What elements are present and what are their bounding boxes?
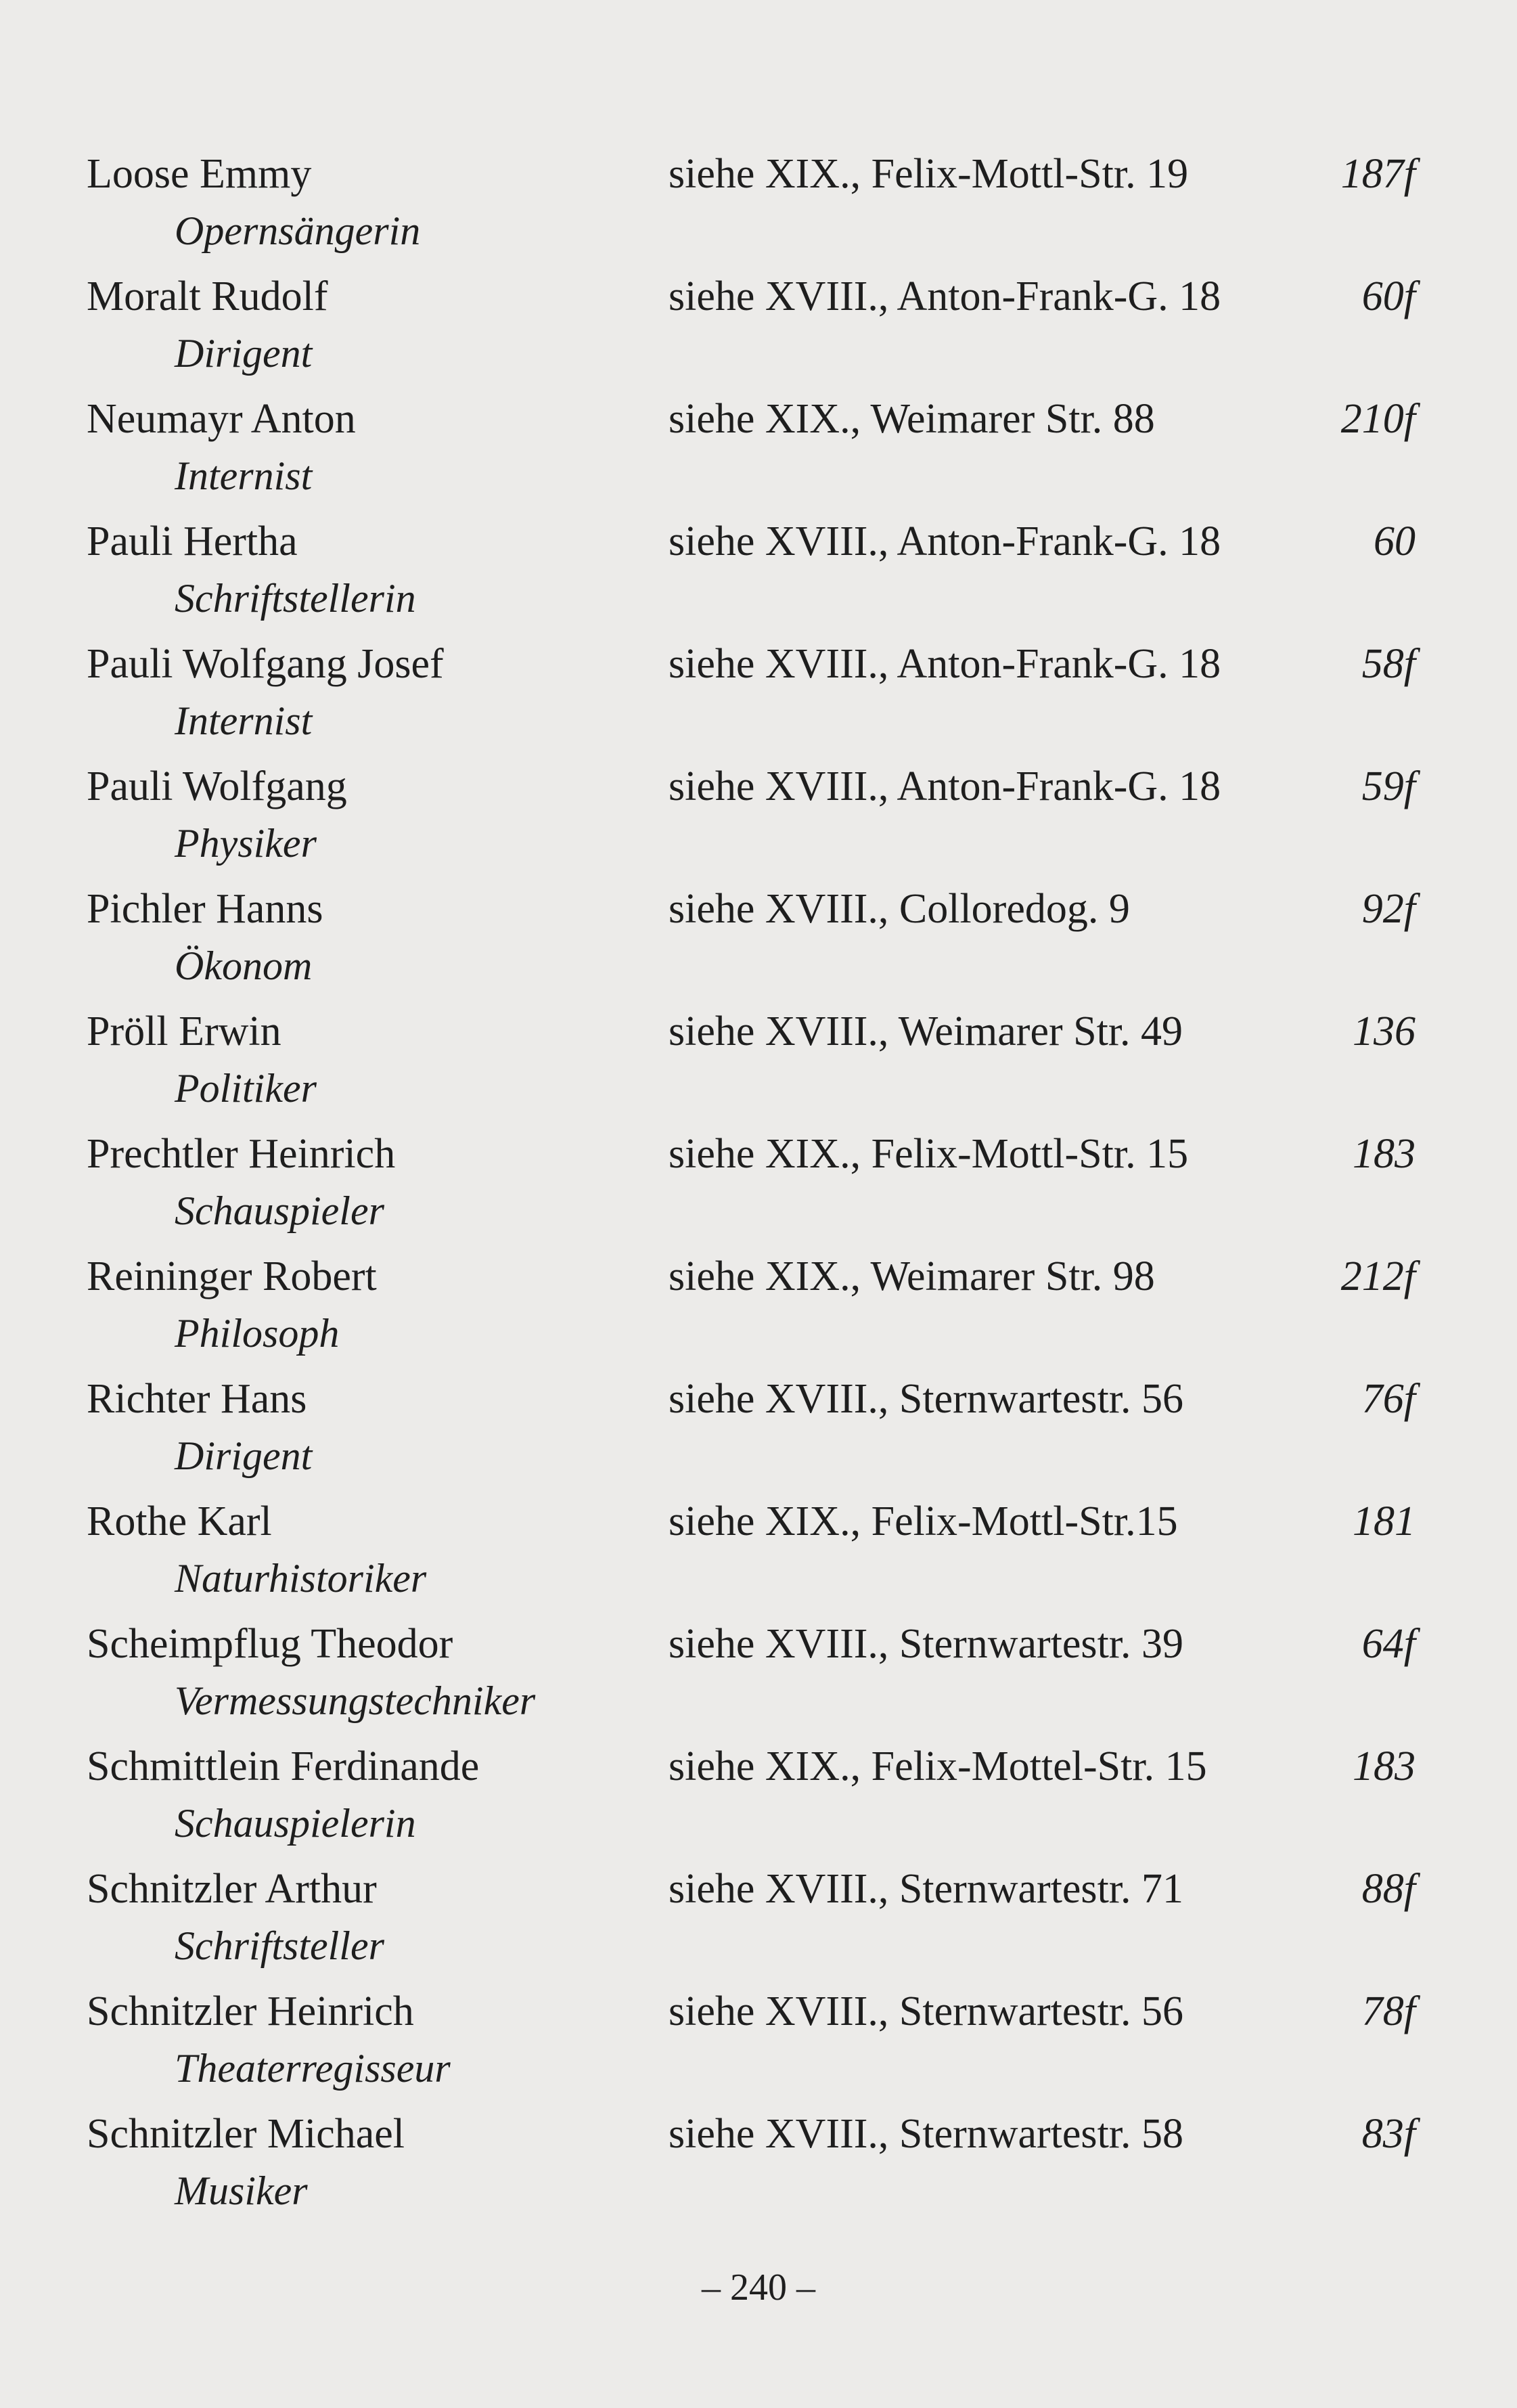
entry-role: Schauspieler: [175, 1188, 384, 1233]
entry-role: Ökonom: [175, 943, 313, 988]
entry-page-ref: 136: [1353, 1008, 1416, 1054]
entry-address: siehe XIX., Felix-Mottl-Str. 19: [669, 151, 1189, 197]
entry-page-ref: 60: [1374, 518, 1416, 564]
entry-name: Pauli Wolfgang: [87, 763, 347, 809]
entry-row: [0, 1984, 1517, 2107]
entry-name: Pauli Hertha: [87, 518, 298, 564]
entry-address: siehe XIX., Felix-Mottl-Str.15: [669, 1498, 1178, 1544]
entry-row: [0, 1127, 1517, 1249]
entry-address: siehe XVIII., Anton-Frank-G. 18: [669, 518, 1221, 564]
entry-role: Schriftstellerin: [175, 576, 416, 621]
entry-name: Prechtler Heinrich: [87, 1131, 396, 1177]
entry-address: siehe XIX., Weimarer Str. 88: [669, 396, 1155, 442]
entry-name: Schmittlein Ferdinande: [87, 1743, 480, 1789]
entry-row: [0, 759, 1517, 882]
entry-name: Scheimpflug Theodor: [87, 1621, 453, 1667]
entry-page-ref: 64f: [1361, 1621, 1416, 1667]
entry-row: [0, 514, 1517, 637]
entry-row: [0, 1739, 1517, 1862]
entry-name: Neumayr Anton: [87, 396, 356, 442]
entry-row: [0, 147, 1517, 269]
entry-row: [0, 1004, 1517, 1127]
entry-address: siehe XVIII., Sternwartestr. 56: [669, 1376, 1184, 1422]
entry-role: Theaterregisseur: [175, 2046, 451, 2091]
entry-page-ref: 58f: [1361, 641, 1416, 687]
entry-page-ref: 212f: [1340, 1253, 1416, 1299]
entry-name: Schnitzler Heinrich: [87, 1988, 414, 2034]
entry-role: Internist: [175, 453, 313, 498]
entry-page-ref: 76f: [1361, 1376, 1416, 1422]
entry-address: siehe XIX., Felix-Mottl-Str. 15: [669, 1131, 1189, 1177]
entry-address: siehe XVIII., Sternwartestr. 58: [669, 2111, 1184, 2157]
entry-name: Richter Hans: [87, 1376, 307, 1422]
entry-address: siehe XVIII., Weimarer Str. 49: [669, 1008, 1183, 1054]
entry-page-ref: 181: [1353, 1498, 1416, 1544]
entry-page-ref: 59f: [1361, 763, 1416, 809]
entry-name: Reininger Robert: [87, 1253, 377, 1299]
entry-address: siehe XVIII., Anton-Frank-G. 18: [669, 273, 1221, 319]
entry-name: Schnitzler Arthur: [87, 1866, 377, 1912]
entry-row: [0, 392, 1517, 514]
entry-page-ref: 78f: [1361, 1988, 1416, 2034]
entry-role: Vermessungstechniker: [175, 1678, 536, 1723]
entry-role: Internist: [175, 698, 313, 743]
entry-role: Opernsängerin: [175, 208, 421, 253]
entry-role: Schriftsteller: [175, 1923, 384, 1968]
entry-name: Pauli Wolfgang Josef: [87, 641, 444, 687]
entry-page-ref: 88f: [1361, 1866, 1416, 1912]
entry-page-ref: 83f: [1361, 2111, 1416, 2157]
entry-row: [0, 637, 1517, 759]
entry-role: Schauspielerin: [175, 1801, 416, 1846]
entry-row: [0, 2107, 1517, 2229]
entry-row: [0, 1249, 1517, 1372]
entry-row: [0, 1617, 1517, 1739]
entry-row: [0, 1494, 1517, 1617]
entry-role: Physiker: [175, 821, 317, 866]
entry-address: siehe XVIII., Sternwartestr. 71: [669, 1866, 1184, 1912]
entry-page-ref: 60f: [1361, 273, 1416, 319]
page-number: – 240 –: [702, 2267, 815, 2309]
entry-role: Dirigent: [175, 1433, 313, 1478]
entry-page-ref: 187f: [1340, 151, 1416, 197]
entry-name: Pichler Hanns: [87, 886, 323, 932]
entry-address: siehe XVIII., Sternwartestr. 56: [669, 1988, 1184, 2034]
entry-address: siehe XVIII., Sternwartestr. 39: [669, 1621, 1184, 1667]
entry-role: Musiker: [175, 2168, 308, 2213]
entry-address: siehe XVIII., Colloredog. 9: [669, 886, 1130, 932]
entry-page-ref: 183: [1353, 1743, 1416, 1789]
entry-role: Dirigent: [175, 331, 313, 376]
entry-name: Pröll Erwin: [87, 1008, 281, 1054]
entry-name: Moralt Rudolf: [87, 273, 328, 319]
entry-page-ref: 183: [1353, 1131, 1416, 1177]
entry-address: siehe XIX., Weimarer Str. 98: [669, 1253, 1155, 1299]
entry-address: siehe XVIII., Anton-Frank-G. 18: [669, 763, 1221, 809]
entry-role: Naturhistoriker: [175, 1556, 427, 1601]
entry-row: [0, 1862, 1517, 1984]
entry-row: [0, 882, 1517, 1004]
entry-address: siehe XVIII., Anton-Frank-G. 18: [669, 641, 1221, 687]
entry-page-ref: 92f: [1361, 886, 1416, 932]
entry-row: [0, 1372, 1517, 1494]
entry-page-ref: 210f: [1340, 396, 1416, 442]
entry-address: siehe XIX., Felix-Mottel-Str. 15: [669, 1743, 1207, 1789]
entry-name: Rothe Karl: [87, 1498, 272, 1544]
entry-name: Loose Emmy: [87, 151, 312, 197]
entry-name: Schnitzler Michael: [87, 2111, 405, 2157]
entry-role: Politiker: [175, 1066, 317, 1111]
entry-row: [0, 269, 1517, 392]
entry-role: Philosoph: [175, 1311, 340, 1356]
